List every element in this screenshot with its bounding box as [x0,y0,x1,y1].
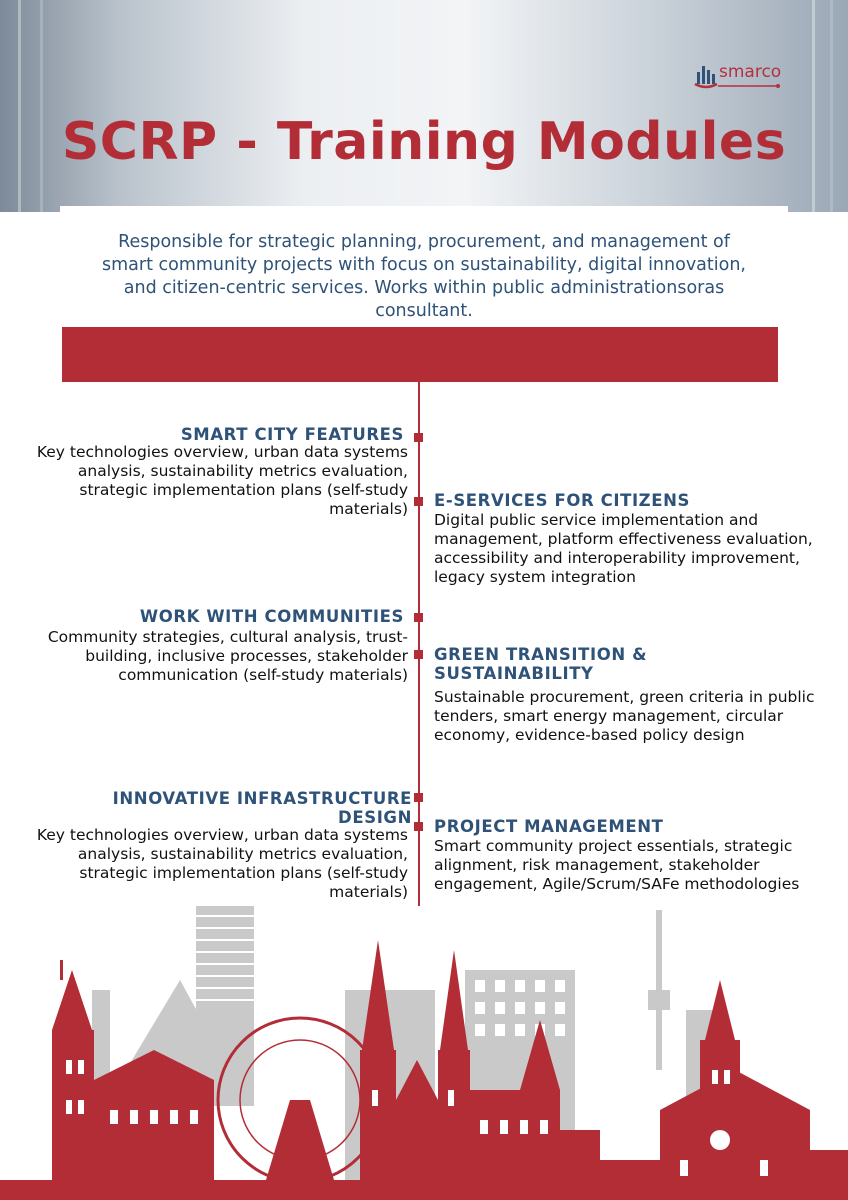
page-title: SCRP - Training Modules [61,112,787,172]
timeline-marker [414,822,423,831]
module-title-communities: WORK WITH COMMUNITIES [139,607,404,626]
module-desc-e-services: Digital public service implementation and management, platform effectiveness evaluation, accessibility and interoperability improvement, legacy system integration [434,511,813,586]
timeline-marker [414,793,423,802]
module-title-e-services: E-SERVICES FOR CITIZENS [434,491,691,510]
module-title-green-transition: GREEN TRANSITION & SUSTAINABILITY [434,645,648,683]
logo-text: smarco [719,62,782,82]
header-banner [0,0,848,212]
module-title-smart-city: SMART CITY FEATURES [180,425,404,444]
timeline-marker [414,613,423,622]
logo-underline [694,60,784,94]
timeline-marker [414,497,423,506]
timeline-marker [414,650,423,659]
module-title-project-management: PROJECT MANAGEMENT [434,817,664,836]
module-desc-infrastructure: Key technologies overview, urban data systems analysis, sustainability metrics evaluation, strategic implementation plans (self-study materials) [36,826,408,901]
module-desc-green-transition: Sustainable procurement, green criteria in public tenders, smart energy management, circular economy, evidence-based policy design [434,688,815,744]
timeline-marker [414,433,423,442]
accent-bar [62,327,778,382]
module-title-infrastructure: INNOVATIVE INFRASTRUCTURE DESIGN [112,789,412,827]
module-desc-smart-city: Key technologies overview, urban data systems analysis, sustainability metrics evaluation, strategic implementation plans (self-study materials) [36,443,408,518]
intro-text: Responsible for strategic planning, procurement, and management of smart community projects with focus on sustainability, digital innovation, and citizen-centric services. Works within public administrationsoras consultant. [102,232,746,321]
header-divider [60,206,788,212]
city-skyline-illustration [0,900,848,1200]
module-desc-communities: Community strategies, cultural analysis, trust-building, inclusive processes, stakeholder communication (self-study materials) [47,628,408,684]
brand-logo[interactable] [694,60,784,94]
module-desc-project-management: Smart community project essentials, strategic alignment, risk management, stakeholder engagement, Agile/Scrum/SAFe methodologies [434,837,800,893]
